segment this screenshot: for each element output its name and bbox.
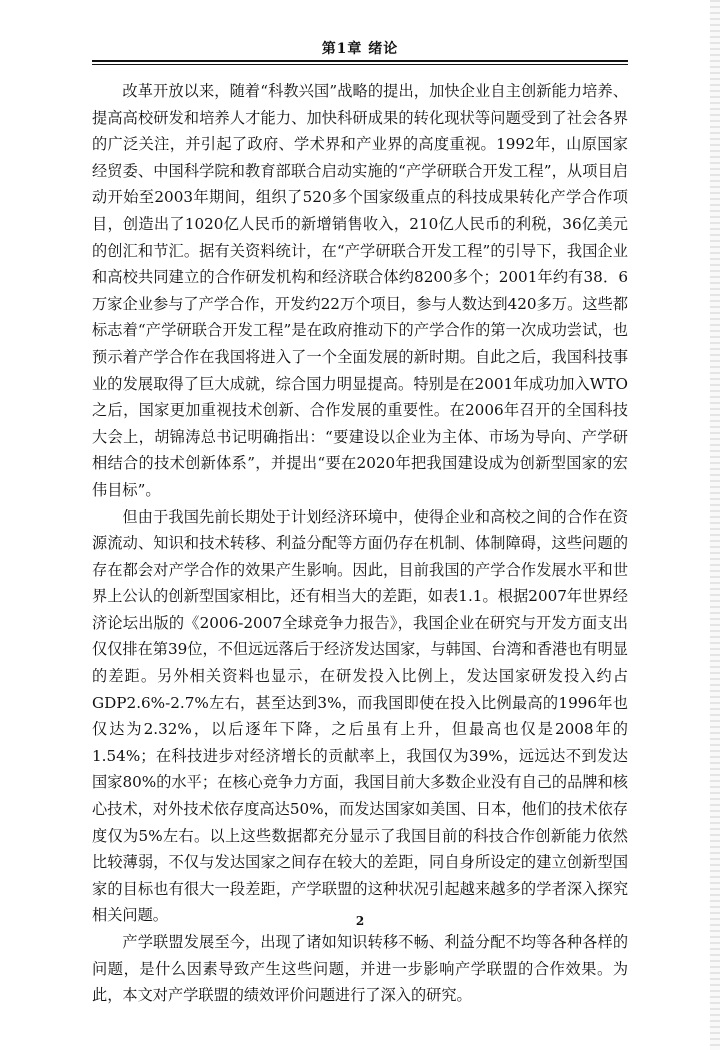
running-header: 第1章 绪论 [321, 41, 399, 57]
body-text [92, 78, 628, 1009]
header-rule-thin [92, 64, 628, 65]
paragraph: 改革开放以来，随着“科教兴国”战略的提出，加快企业自主创新能力培养、提高高校研发和培养人才能力、加快科研成果的转化现状等问题受到了社会各界的广泛关注，并引起了政府、学术界和产业界的高度重视。1992年，山原国家经贸委、中国科学院和教育部联合启动实施的“产学研联合开发工程”，从项目启动开始至2003年期间，组织了520多个国家级重点的科技成果转化产学合作项目，创造出了1020亿人民币的新增销售收入，210亿人民币的利税，36亿美元的创汇和节汇。据有关资料统计，在“产学研联合开发工程”的引导下，我国企业和高校共同建立的合作研发机构和经济联合体约8200多个；2001年约有38．6万家企业参与了产学合作，开发约22万个项目，参与人数达到420多万。这些都标志着“产学研联合开发工程”是在政府推动下的产学合作的第一次成功尝试，也预示着产学合作在我国将进入了一个全面发展的新时期。自此之后，我国科技事业的发展取得了巨大成就，综合国力明显提高。特别是在2001年成功加入WTO之后，国家更加重视技术创新、合作发展的重要性。在2006年召开的全国科技大会上，胡锦涛总书记明确指出：“要建设以企业为主体、市场为导向、产学研相结合的技术创新体系”，并提出“要在2020年把我国建设成为创新型国家的宏伟目标”。 [92, 82, 628, 499]
paragraph: 产学联盟发展至今，出现了诸如知识转移不畅、利益分配不均等各种各样的问题，是什么因素导致产生这些问题，并进一步影响产学联盟的合作效果。为此，本文对产学联盟的绩效评价问题进行了深入的研究。 [92, 933, 628, 1005]
paragraph: 但由于我国先前长期处于计划经济环境中，使得企业和高校之间的合作在资源流动、知识和技术转移、利益分配等方面仍存在机制、体制障碍，这些问题的存在都会对产学合作的效果产生影响。因此，目前我国的产学合作发展水平和世界上公认的创新型国家相比，还有相当大的差距，如表1.1。根据2007年世界经济论坛出版的《2006-2007全球竞争力报告》，我国企业在研究与开发方面支出仅仅排在第39位，不但远远落后于经济发达国家，与韩国、台湾和香港也有明显的差距。另外相关资料也显示，在研发投入比例上，发达国家研发投入约占GDP2.6%-2.7%左右，甚至达到3%，而我国即使在投入比例最高的1996年也仅达为2.32%，以后逐年下降，之后虽有上升，但最高也仅是2008年的1.54%；在科技进步对经济增长的贡献率上，我国仅为39%，远远达不到发达国家80%的水平；在核心竞争力方面，我国目前大多数企业没有自己的品牌和核心技术，对外技术依存度高达50%，而发达国家如美国、日本，他们的技术依存度仅为5%左右。以上这些数据都充分显示了我国目前的科技合作创新能力依然比较薄弱，不仅与发达国家之间存在较大的差距，同自身所设定的建立创新型国家的目标也有很大一段差距，产学联盟的这种状况引起越来越多的学者深入探究相关问题。 [92, 507, 628, 925]
page-number: 2 [355, 914, 365, 928]
scan-edge-artifact [710, 0, 720, 1050]
header-rule-thick [92, 60, 628, 62]
